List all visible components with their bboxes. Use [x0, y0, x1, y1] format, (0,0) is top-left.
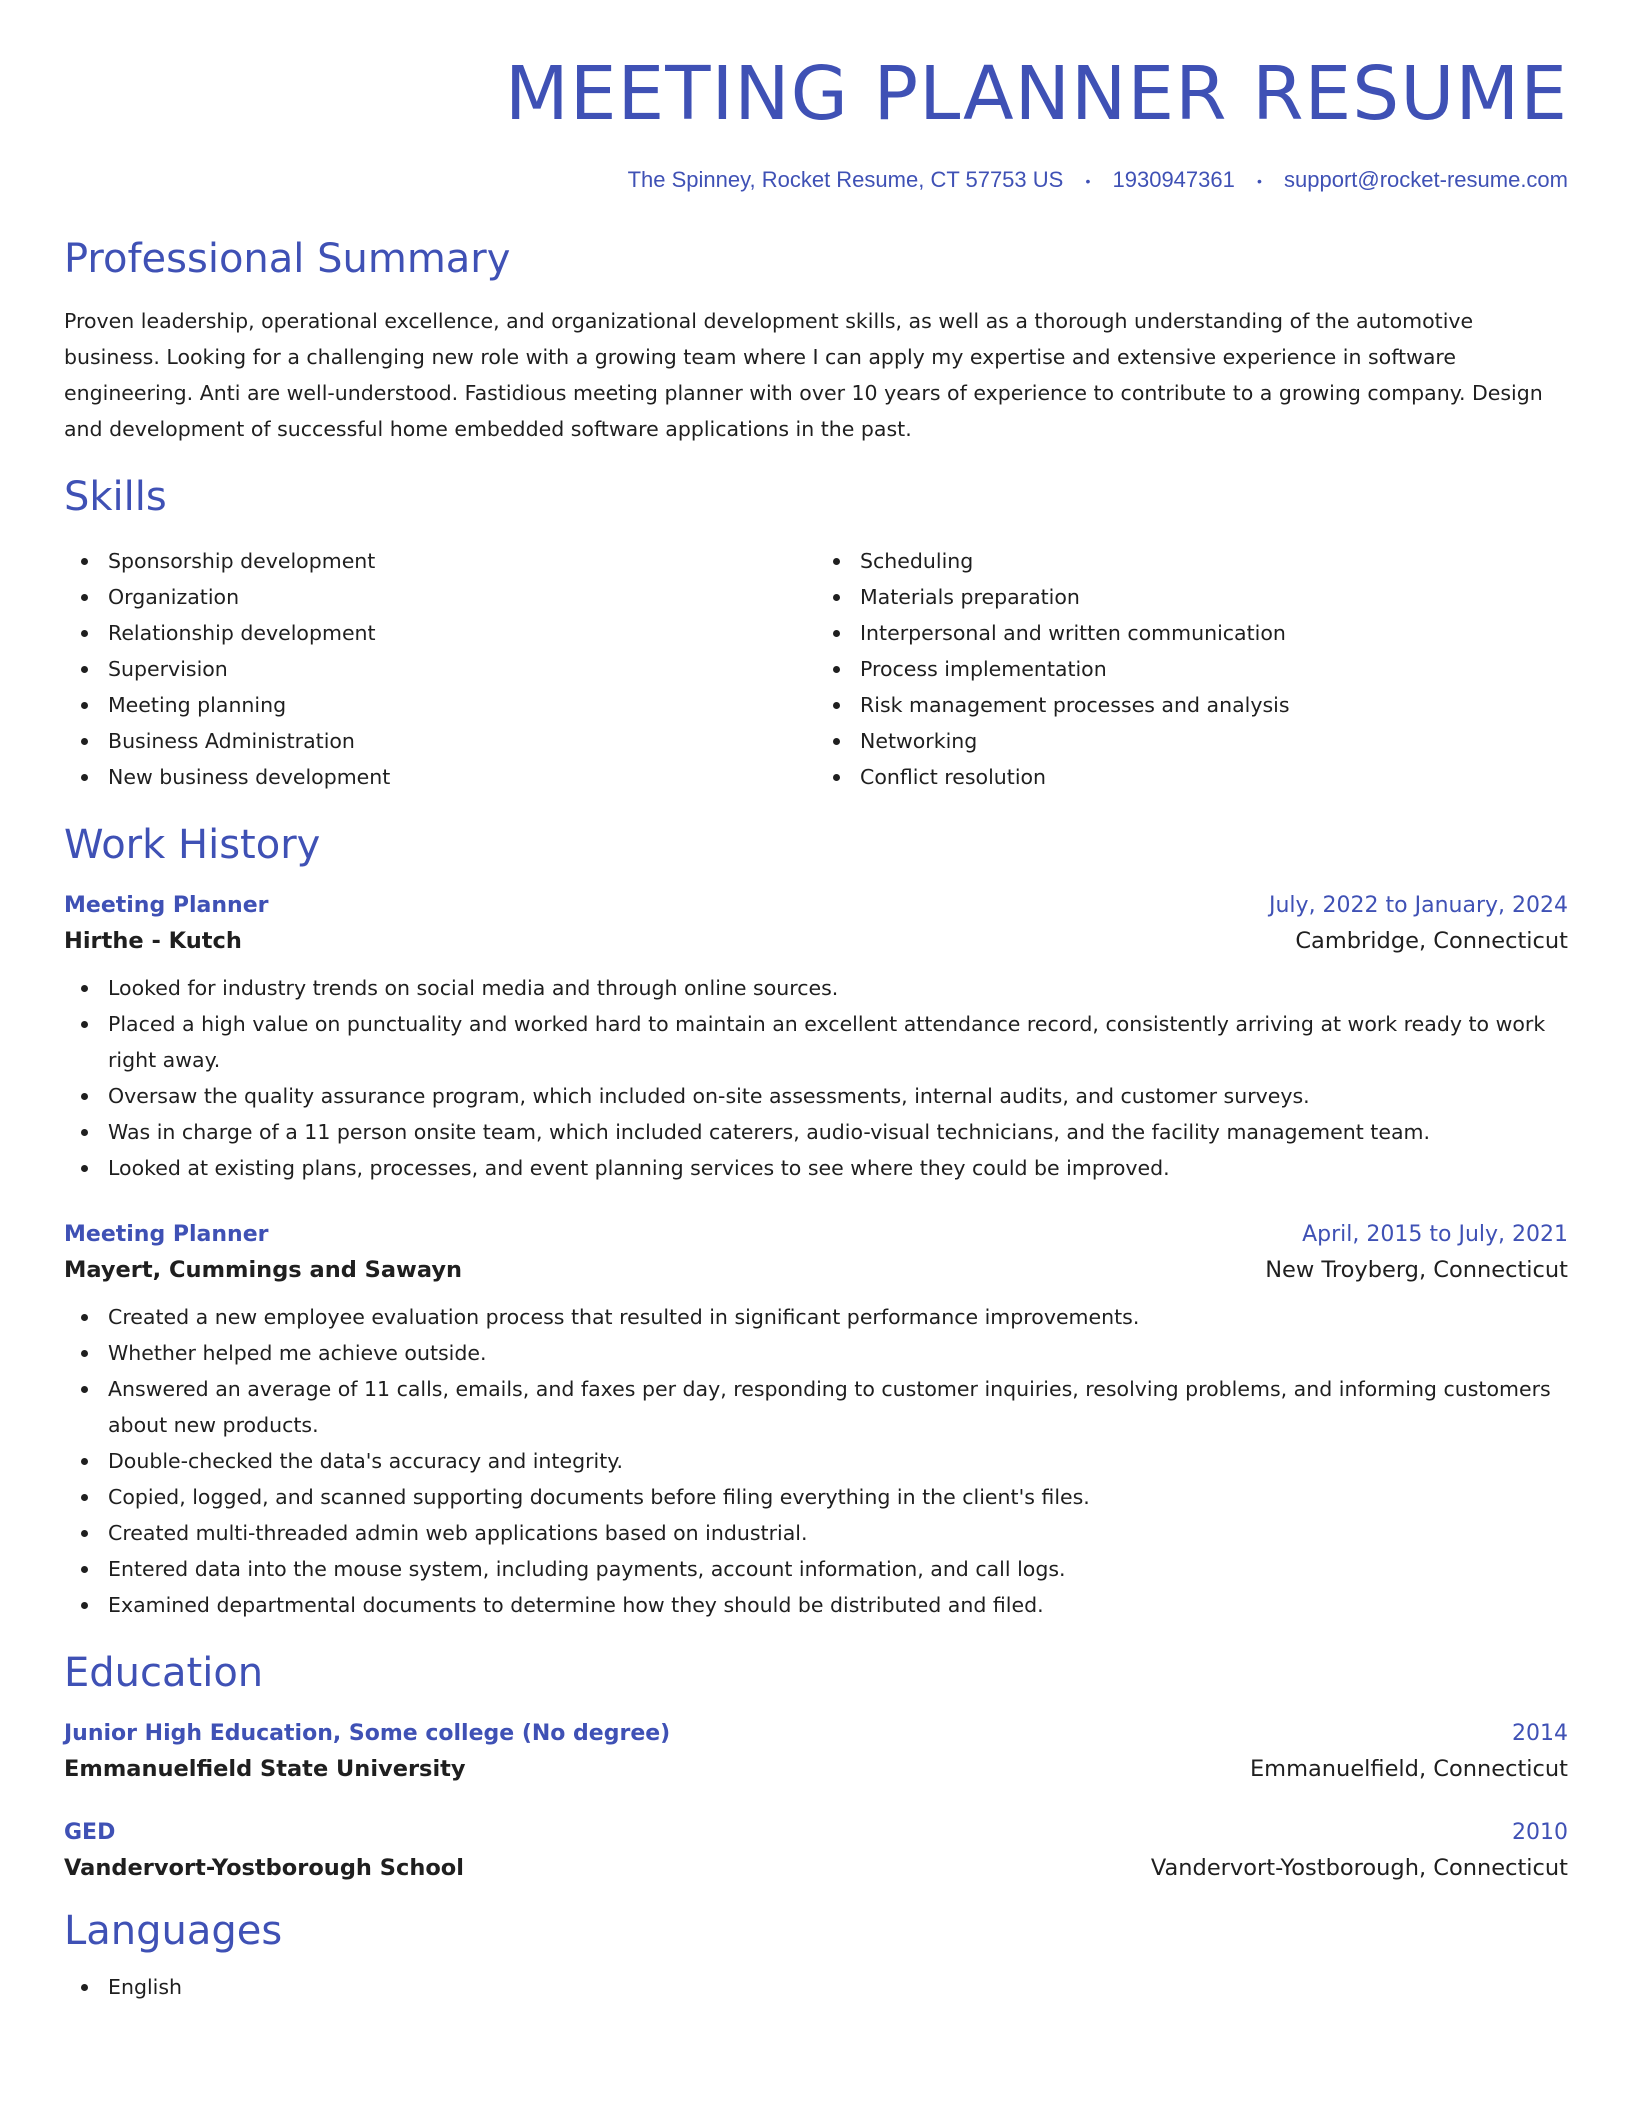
skills-heading: Skills — [64, 473, 167, 520]
skill-item: Conflict resolution — [860, 759, 1568, 795]
education-school-row — [64, 1756, 1568, 1782]
education-entry — [64, 1820, 1568, 1881]
education-school: Emmanuelfield State University — [64, 1755, 466, 1782]
contact-phone[interactable]: 1930947361 — [1112, 166, 1235, 192]
job-bullet: Oversaw the quality assurance program, which included on-site assessments, internal audits, and customer surveys. — [108, 1078, 1568, 1114]
skill-item: Meeting planning — [108, 687, 816, 723]
job-bullet: Copied, logged, and scanned supporting documents before filing everything in the client's files. — [108, 1479, 1568, 1515]
education-location: Emmanuelfield, Connecticut — [1249, 1755, 1568, 1782]
work-history-heading: Work History — [64, 821, 321, 868]
job-entry — [64, 1222, 1568, 1623]
skill-item: New business development — [108, 759, 816, 795]
summary-text: Proven leadership, operational excellence, and organizational development skills, as well as a thorough understanding of the automotive business. Looking for a challenging new role with a growing team where I can apply my expertise and extensive experience in software engineering. Anti are well-understood. Fastidious meeting planner with over 10 years of experience to contribute to a growing company. Design and development of successful home embedded software applications in the past. — [64, 308, 1543, 441]
skill-item: Process implementation — [860, 651, 1568, 687]
job-bullet: Double-checked the data's accuracy and integrity. — [108, 1443, 1568, 1479]
job-company-row — [64, 928, 1568, 954]
job-company: Hirthe - Kutch — [64, 927, 242, 954]
job-dates: July, 2022 to January, 2024 — [1269, 892, 1568, 918]
skill-item: Business Administration — [108, 723, 816, 759]
skill-item: Supervision — [108, 651, 816, 687]
education-location: Vandervort-Yostborough, Connecticut — [1150, 1854, 1568, 1881]
job-location: New Troyberg, Connecticut — [1265, 1256, 1568, 1283]
skill-item: Interpersonal and written communication — [860, 615, 1568, 651]
education-year: 2010 — [1512, 1819, 1568, 1845]
job-bullet: Looked for industry trends on social media and through online sources. — [108, 970, 1568, 1006]
job-entry — [64, 893, 1568, 1186]
job-company-row — [64, 1257, 1568, 1283]
skill-item: Networking — [860, 723, 1568, 759]
skill-item: Organization — [108, 579, 816, 615]
summary-heading: Professional Summary — [64, 235, 511, 282]
job-dates: April, 2015 to July, 2021 — [1302, 1221, 1568, 1247]
skill-item: Relationship development — [108, 615, 816, 651]
job-company: Mayert, Cummings and Sawayn — [64, 1256, 463, 1283]
languages-heading: Languages — [64, 1907, 283, 1954]
job-bullet: Placed a high value on punctuality and worked hard to maintain an excellent attendance record, consistently arriving at work ready to work right away. — [108, 1006, 1568, 1078]
skill-item: Scheduling — [860, 543, 1568, 579]
resume-title: MEETING PLANNER RESUME — [504, 51, 1568, 137]
language-item: English — [108, 1969, 1568, 2005]
job-bullet: Was in charge of a 11 person onsite team, which included caterers, audio-visual technicians, and the facility management team. — [108, 1114, 1568, 1150]
job-header-row — [64, 893, 1568, 918]
job-bullet: Looked at existing plans, processes, and event planning services to see where they could be improved. — [108, 1150, 1568, 1186]
education-school-row — [64, 1855, 1568, 1881]
education-year: 2014 — [1512, 1720, 1568, 1746]
skill-item: Risk management processes and analysis — [860, 687, 1568, 723]
languages-list — [64, 1969, 1568, 2005]
education-school: Vandervort-Yostborough School — [64, 1854, 464, 1881]
education-entry — [64, 1721, 1568, 1782]
job-bullets — [64, 970, 1568, 1186]
contact-email[interactable]: support@rocket-resume.com — [1284, 166, 1568, 192]
contact-address: The Spinney, Rocket Resume, CT 57753 US — [627, 166, 1064, 192]
job-header-row — [64, 1222, 1568, 1247]
skill-item: Sponsorship development — [108, 543, 816, 579]
job-title: Meeting Planner — [64, 1221, 269, 1247]
skill-item: Materials preparation — [860, 579, 1568, 615]
job-bullet: Whether helped me achieve outside. — [108, 1335, 1568, 1371]
contact-line — [64, 167, 1568, 193]
education-header-row — [64, 1721, 1568, 1746]
education-degree: Junior High Education, Some college (No degree) — [64, 1720, 671, 1746]
contact-separator: • — [1085, 172, 1091, 189]
job-bullet: Examined departmental documents to determine how they should be distributed and filed. — [108, 1587, 1568, 1623]
skills-list — [64, 543, 1568, 795]
job-bullet: Created multi-threaded admin web applications based on industrial. — [108, 1515, 1568, 1551]
job-title: Meeting Planner — [64, 892, 269, 918]
skills-column-right — [816, 543, 1568, 795]
education-header-row — [64, 1820, 1568, 1845]
contact-separator: • — [1256, 172, 1262, 189]
education-degree: GED — [64, 1819, 116, 1845]
job-location: Cambridge, Connecticut — [1295, 927, 1568, 954]
education-heading: Education — [64, 1649, 264, 1696]
job-bullet: Created a new employee evaluation process that resulted in significant performance improvements. — [108, 1299, 1568, 1335]
job-bullet: Answered an average of 11 calls, emails, and faxes per day, responding to customer inquiries, resolving problems, and informing customers about new products. — [108, 1371, 1568, 1443]
skills-column-left — [64, 543, 816, 795]
job-bullet: Entered data into the mouse system, including payments, account information, and call logs. — [108, 1551, 1568, 1587]
job-bullets — [64, 1299, 1568, 1623]
